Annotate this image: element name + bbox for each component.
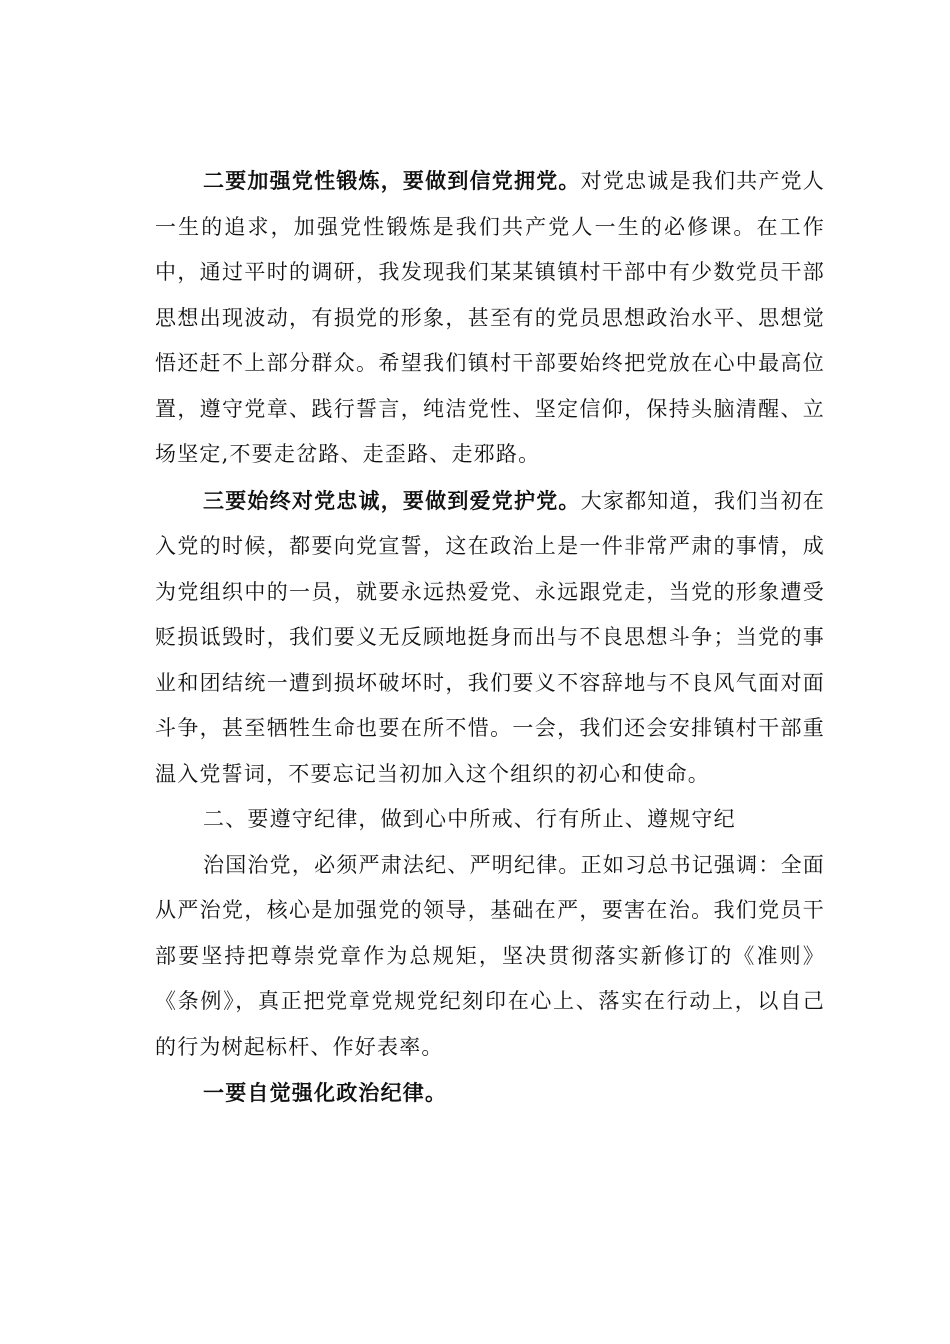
paragraph-text: 大家都知道，我们当初在入党的时候，都要向党宣誓，这在政治上是一件非常严肃的事情，成为党组织中的一员，就要永远热爱党、永远跟党走，当党的形象遭受贬损诋毁时，我们要义无反顾地挺身而出与不良思想斗争；当党的事业和团结统一遭到损坏破坏时，我们要义不容辞地与不良风气面对面斗争，甚至牺牲生命也要在所不惜。一会，我们还会安排镇村干部重温入党誓词，不要忘记当初加入这个组织的初心和使命。 bbox=[155, 488, 825, 786]
paragraph-loyalty-to-party bbox=[155, 478, 825, 798]
paragraph-text: 治国治党，必须严肃法纪、严明纪律。正如习总书记强调：全面从严治党，核心是加强党的领导，基础在严，要害在治。我们党员干部要坚持把尊崇党章作为总规矩，坚决贯彻落实新修订的《准则》《条例》，真正把党章党规党纪刻印在心上、落实在行动上，以自己的行为树起标杆、作好表率。 bbox=[155, 852, 825, 1059]
paragraph-party-discipline-training bbox=[155, 158, 825, 478]
section-heading: 二、要遵守纪律，做到心中所戒、行有所止、遵规守纪 bbox=[203, 807, 736, 831]
paragraph-strict-discipline bbox=[155, 843, 825, 1071]
paragraph-lead: 一要自觉强化政治纪律。 bbox=[203, 1080, 448, 1105]
paragraph-text: 对党忠诚是我们共产党人一生的追求，加强党性锻炼是我们共产党人一生的必修课。在工作中，通过平时的调研，我发现我们某某镇镇村干部中有少数党员干部思想出现波动，有损党的形象，甚至有的党员思想政治水平、思想觉悟还赶不上部分群众。希望我们镇村干部要始终把党放在心中最高位置，遵守党章、践行誓言，纯洁党性、坚定信仰，保持头脑清醒、立场坚定,不要走岔路、走歪路、走邪路。 bbox=[155, 169, 825, 466]
paragraph-political-discipline bbox=[155, 1070, 825, 1117]
document-body bbox=[155, 158, 825, 1117]
paragraph-lead: 二要加强党性锻炼，要做到信党拥党。 bbox=[203, 168, 581, 193]
paragraph-lead: 三要始终对党忠诚，要做到爱党护党。 bbox=[203, 487, 581, 513]
